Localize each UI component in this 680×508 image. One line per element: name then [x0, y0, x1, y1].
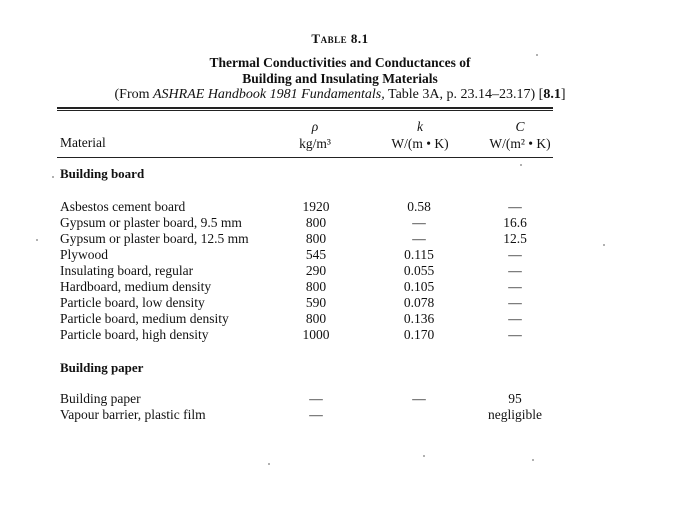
source-suffix: ] — [560, 87, 566, 102]
table-row — [0, 295, 680, 311]
table-row — [0, 231, 680, 247]
material-name: Particle board, low density — [60, 295, 205, 310]
table-row — [0, 327, 680, 343]
table-row — [0, 279, 680, 295]
conductivity-unit: W/(m • K) — [391, 136, 449, 151]
conductance-value: — — [508, 199, 522, 214]
scan-speck — [268, 463, 270, 465]
density-value: 800 — [305, 215, 327, 230]
conductance-value: — — [508, 295, 522, 310]
conductance-value: — — [508, 311, 522, 326]
material-name: Insulating board, regular — [60, 263, 194, 278]
density-symbol: ρ — [311, 119, 319, 134]
conductivity-symbol: k — [417, 119, 423, 134]
top-rule-thin — [57, 110, 553, 111]
section-title-building-board: Building board — [60, 166, 145, 181]
column-header-material: Material — [60, 135, 106, 150]
material-name: Building paper — [60, 391, 141, 406]
conductivity-value: 0.055 — [403, 263, 435, 278]
density-unit: kg/m³ — [299, 136, 331, 151]
scan-speck — [532, 459, 534, 461]
table-row — [0, 311, 680, 327]
source-prefix: (From — [114, 87, 153, 102]
material-name: Particle board, medium density — [60, 311, 229, 326]
table-row — [0, 215, 680, 231]
conductivity-value: 0.105 — [403, 279, 435, 294]
conductivity-value: 0.078 — [403, 295, 435, 310]
column-header-conductance — [470, 119, 570, 152]
conductivity-value: 0.58 — [407, 199, 431, 214]
density-value: — — [309, 391, 323, 406]
conductivity-value: 0.115 — [404, 247, 434, 262]
conductance-unit: W/(m² • K) — [489, 136, 551, 151]
conductance-value: negligible — [488, 407, 542, 422]
material-name: Asbestos cement board — [60, 199, 186, 214]
top-rule — [57, 107, 553, 109]
density-value: 545 — [305, 247, 327, 262]
material-name: Vapour barrier, plastic film — [60, 407, 206, 422]
table-row — [0, 407, 680, 423]
column-header-density — [285, 119, 345, 152]
scan-speck — [520, 164, 522, 166]
density-value: 590 — [305, 295, 327, 310]
conductance-value: — — [508, 327, 522, 342]
conductance-symbol: C — [515, 119, 525, 134]
density-value: 800 — [305, 279, 327, 294]
table-title-line-2: Building and Insulating Materials — [242, 71, 438, 86]
source-reference: 8.1 — [543, 87, 561, 102]
conductance-value: — — [508, 263, 522, 278]
scan-speck — [52, 176, 54, 178]
scan-speck — [603, 244, 605, 246]
material-name: Hardboard, medium density — [60, 279, 212, 294]
table-row — [0, 263, 680, 279]
scan-speck — [536, 54, 538, 56]
header-rule — [57, 157, 553, 158]
scan-speck — [36, 239, 38, 241]
conductivity-value: — — [412, 391, 426, 406]
conductance-value: — — [508, 247, 522, 262]
material-name: Gypsum or plaster board, 12.5 mm — [60, 231, 249, 246]
density-value: — — [309, 407, 323, 422]
table-title-line-1: Thermal Conductivities and Conductances of — [209, 55, 471, 70]
conductance-value: — — [508, 279, 522, 294]
source-mid: Table 3A, p. 23.14–23.17) [ — [384, 87, 544, 102]
conductance-value: 95 — [508, 391, 522, 406]
table-label: Table 8.1 — [311, 31, 369, 46]
conductivity-value: 0.170 — [403, 327, 435, 342]
material-name: Gypsum or plaster board, 9.5 mm — [60, 215, 242, 230]
table-row — [0, 247, 680, 263]
material-name: Particle board, high density — [60, 327, 209, 342]
table-row — [0, 199, 680, 215]
table-row — [0, 391, 680, 407]
column-header-conductivity — [380, 119, 460, 152]
conductance-value: 16.6 — [503, 215, 527, 230]
source-handbook: ASHRAE Handbook 1981 Fundamentals, — [153, 87, 385, 102]
density-value: 290 — [305, 263, 327, 278]
conductance-value: 12.5 — [503, 231, 527, 246]
conductivity-value: — — [412, 231, 426, 246]
section-title-building-paper: Building paper — [60, 360, 144, 375]
density-value: 1000 — [302, 327, 330, 342]
density-value: 800 — [305, 311, 327, 326]
density-value: 1920 — [302, 199, 330, 214]
conductivity-value: 0.136 — [403, 311, 435, 326]
conductivity-value: — — [412, 215, 426, 230]
scan-speck — [423, 455, 425, 457]
table-source — [0, 87, 680, 103]
density-value: 800 — [305, 231, 327, 246]
material-name: Plywood — [60, 247, 109, 262]
